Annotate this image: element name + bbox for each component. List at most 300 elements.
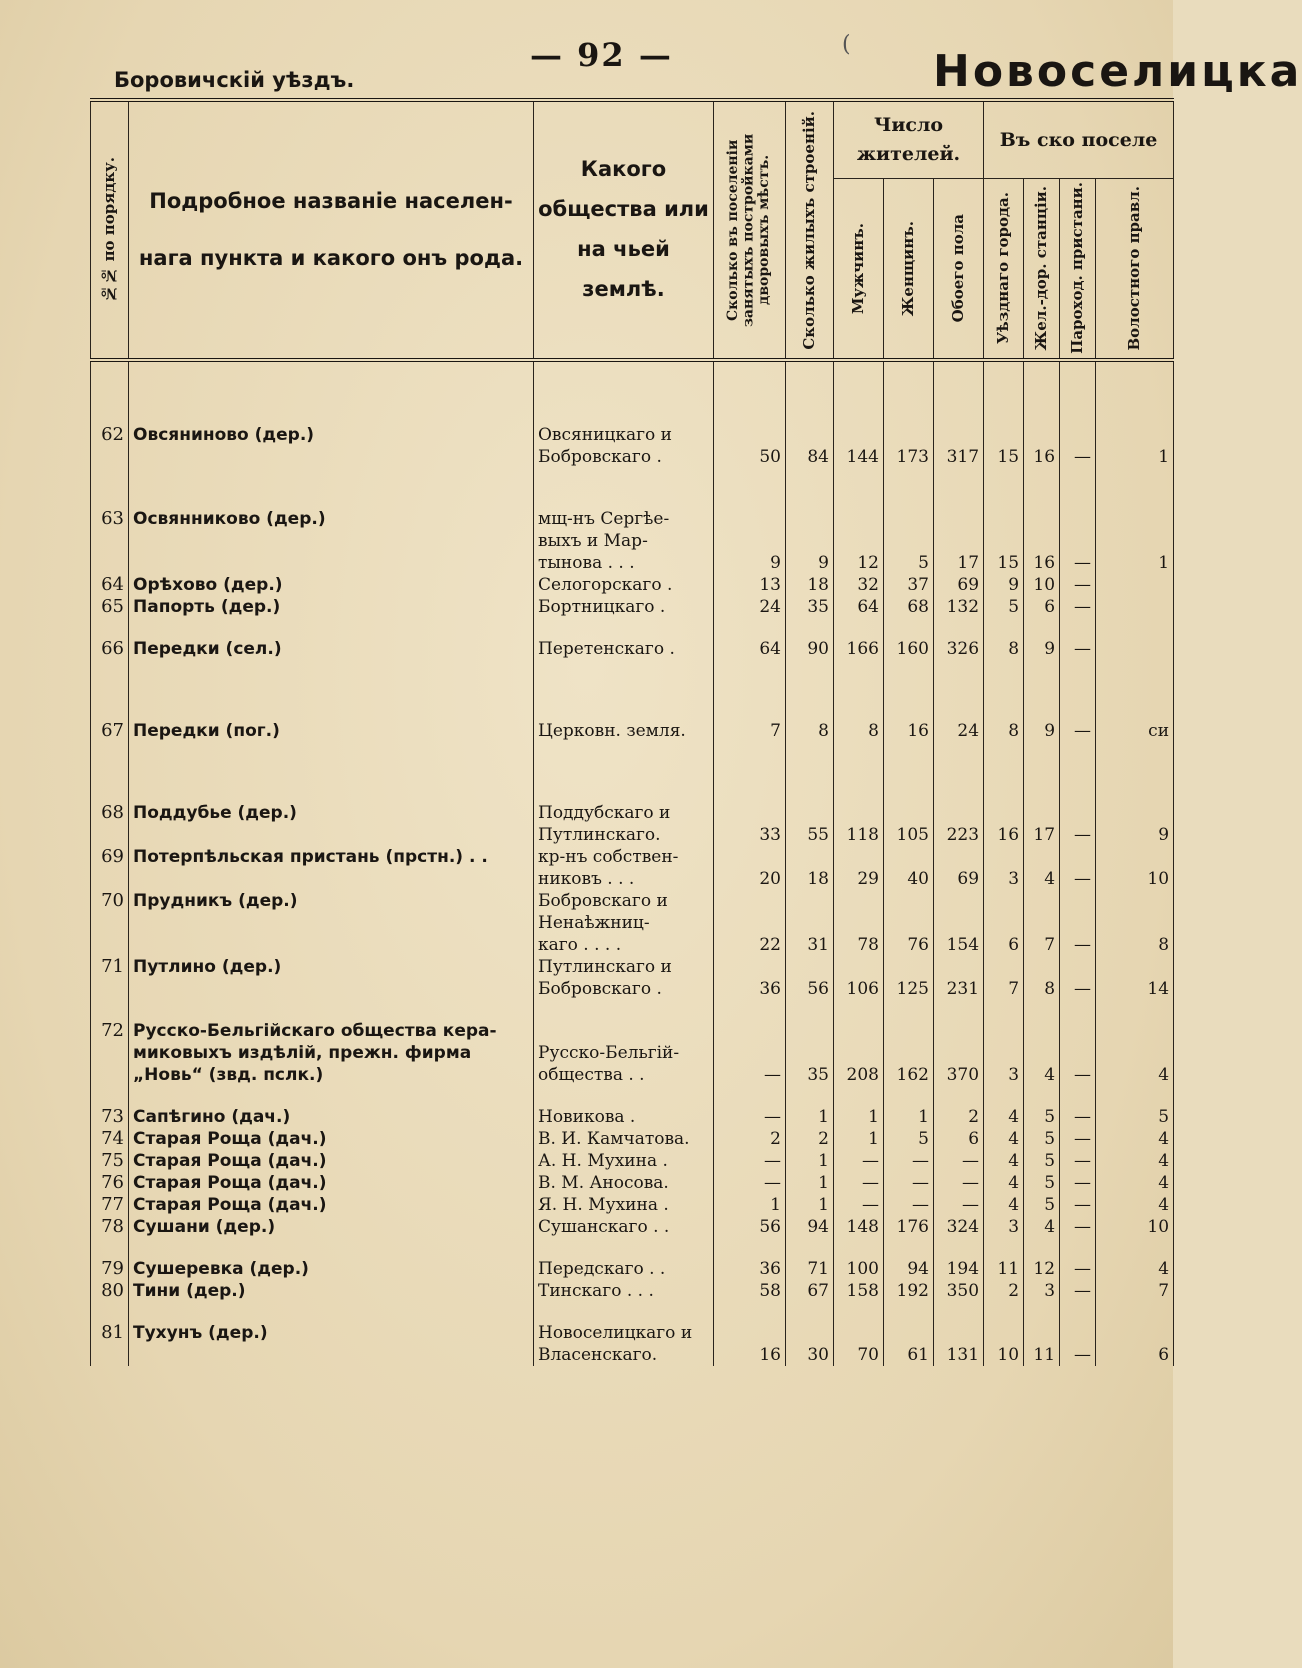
- row-number: [91, 446, 129, 468]
- pier-distance: —: [1060, 446, 1096, 468]
- spacer-row: [91, 680, 1174, 700]
- col-distance-group-header: Въ ско поселе: [984, 100, 1174, 178]
- households-value: [714, 846, 786, 868]
- extra-distance: 4: [1096, 1194, 1174, 1216]
- spacer-row: [91, 1086, 1174, 1106]
- pier-distance: —: [1060, 824, 1096, 846]
- city-distance: 5: [984, 596, 1024, 618]
- rail-distance: 16: [1024, 552, 1060, 574]
- spacer-row: [91, 700, 1174, 720]
- row-number: [91, 934, 129, 956]
- buildings-value: 71: [786, 1258, 834, 1280]
- pier-distance: —: [1060, 1280, 1096, 1302]
- col-num-header: №№ по порядку.: [91, 100, 129, 360]
- settlement-name: Освянниково (дер.): [129, 508, 534, 530]
- total-value: 350: [934, 1280, 984, 1302]
- table-row: [91, 530, 1174, 552]
- buildings-value: 67: [786, 1280, 834, 1302]
- table-row: [91, 720, 1174, 742]
- society-name: Тинскаго . . .: [534, 1280, 714, 1302]
- table-row: [91, 1280, 1174, 1302]
- buildings-value: 1: [786, 1106, 834, 1128]
- pier-distance: —: [1060, 1344, 1096, 1366]
- women-value: 125: [884, 978, 934, 1000]
- buildings-value: 2: [786, 1128, 834, 1150]
- buildings-value: [786, 530, 834, 552]
- households-value: 58: [714, 1280, 786, 1302]
- row-number: [91, 1042, 129, 1064]
- buildings-value: 56: [786, 978, 834, 1000]
- row-number: [91, 402, 129, 424]
- buildings-value: [786, 890, 834, 912]
- spacer-row: [91, 782, 1174, 802]
- women-value: [884, 1042, 934, 1064]
- men-value: [834, 846, 884, 868]
- spacer-row: [91, 382, 1174, 402]
- women-value: 105: [884, 824, 934, 846]
- men-value: 148: [834, 1216, 884, 1238]
- women-value: [884, 1020, 934, 1042]
- settlement-name: Потерпѣльская пристань (прстн.) . .: [129, 846, 534, 868]
- men-value: 106: [834, 978, 884, 1000]
- total-value: [934, 890, 984, 912]
- buildings-value: [786, 1020, 834, 1042]
- society-name: Новоселицкаго и: [534, 1322, 714, 1344]
- total-value: 6: [934, 1128, 984, 1150]
- spacer-row: [91, 1302, 1174, 1322]
- pier-distance: [1060, 1042, 1096, 1064]
- extra-distance: [1096, 508, 1174, 530]
- pier-distance: [1060, 846, 1096, 868]
- men-value: [834, 1322, 884, 1344]
- households-value: —: [714, 1106, 786, 1128]
- table-row: [91, 446, 1174, 468]
- row-number: [91, 1344, 129, 1366]
- city-distance: 4: [984, 1194, 1024, 1216]
- settlement-name: [129, 868, 534, 890]
- pier-distance: —: [1060, 978, 1096, 1000]
- society-name: выхъ и Мар-: [534, 530, 714, 552]
- city-distance: 3: [984, 1064, 1024, 1086]
- rail-distance: 3: [1024, 1280, 1060, 1302]
- buildings-value: [786, 802, 834, 824]
- rail-distance: 11: [1024, 1344, 1060, 1366]
- men-value: 12: [834, 552, 884, 574]
- extra-distance: [1096, 638, 1174, 660]
- households-value: [714, 508, 786, 530]
- row-number: [91, 912, 129, 934]
- men-value: 144: [834, 446, 884, 468]
- rail-distance: 5: [1024, 1172, 1060, 1194]
- women-value: —: [884, 1150, 934, 1172]
- table-row: [91, 574, 1174, 596]
- row-number: 76: [91, 1172, 129, 1194]
- table-row: [91, 552, 1174, 574]
- society-name: Я. Н. Мухина .: [534, 1194, 714, 1216]
- extra-distance: си: [1096, 720, 1174, 742]
- rail-distance: [1024, 1322, 1060, 1344]
- rail-distance: 9: [1024, 638, 1060, 660]
- settlement-name: [129, 824, 534, 846]
- row-number: [91, 978, 129, 1000]
- extra-distance: [1096, 596, 1174, 618]
- society-name: Русско-Бельгій-: [534, 1042, 714, 1064]
- extra-distance: 10: [1096, 868, 1174, 890]
- total-value: [934, 802, 984, 824]
- settlement-name: [129, 446, 534, 468]
- society-name: Церковн. земля.: [534, 720, 714, 742]
- men-value: —: [834, 1172, 884, 1194]
- total-value: [934, 530, 984, 552]
- women-value: 94: [884, 1258, 934, 1280]
- table-row: [91, 508, 1174, 530]
- row-number: 65: [91, 596, 129, 618]
- extra-distance: 10: [1096, 1216, 1174, 1238]
- settlement-name: Тухунъ (дер.): [129, 1322, 534, 1344]
- table-row: [91, 956, 1174, 978]
- women-value: [884, 956, 934, 978]
- table-row: [91, 846, 1174, 868]
- row-number: 69: [91, 846, 129, 868]
- col-name-header: Подробное названіе населен- нага пункта и какого онъ рода.: [129, 100, 534, 360]
- rail-distance: 5: [1024, 1150, 1060, 1172]
- pier-distance: —: [1060, 1216, 1096, 1238]
- city-distance: 4: [984, 1172, 1024, 1194]
- buildings-value: [786, 912, 834, 934]
- society-name: Бобровскаго и: [534, 890, 714, 912]
- women-value: 5: [884, 552, 934, 574]
- society-name: Перетенскаго .: [534, 638, 714, 660]
- total-value: [934, 402, 984, 424]
- extra-distance: [1096, 1042, 1174, 1064]
- women-value: —: [884, 1194, 934, 1216]
- city-distance: [984, 956, 1024, 978]
- women-value: [884, 530, 934, 552]
- women-value: [884, 846, 934, 868]
- total-value: 2: [934, 1106, 984, 1128]
- women-value: 5: [884, 1128, 934, 1150]
- city-distance: 15: [984, 552, 1024, 574]
- city-distance: [984, 402, 1024, 424]
- buildings-value: 90: [786, 638, 834, 660]
- district-title: Боровичскій уѣздъ.: [114, 68, 355, 92]
- city-distance: [984, 802, 1024, 824]
- pier-distance: —: [1060, 868, 1096, 890]
- rail-distance: [1024, 912, 1060, 934]
- extra-distance: [1096, 402, 1174, 424]
- pier-distance: [1060, 912, 1096, 934]
- extra-distance: [1096, 956, 1174, 978]
- settlement-name: Сапѣгино (дач.): [129, 1106, 534, 1128]
- men-value: [834, 802, 884, 824]
- settlement-name: [129, 402, 534, 424]
- society-name: В. М. Аносова.: [534, 1172, 714, 1194]
- settlement-name: Прудникъ (дер.): [129, 890, 534, 912]
- women-value: 173: [884, 446, 934, 468]
- society-name: Сушанскаго . .: [534, 1216, 714, 1238]
- table-row: [91, 978, 1174, 1000]
- women-value: 61: [884, 1344, 934, 1366]
- extra-distance: 9: [1096, 824, 1174, 846]
- society-name: тынова . . .: [534, 552, 714, 574]
- households-value: —: [714, 1150, 786, 1172]
- buildings-value: 84: [786, 446, 834, 468]
- households-value: 13: [714, 574, 786, 596]
- men-value: [834, 912, 884, 934]
- pier-distance: —: [1060, 1106, 1096, 1128]
- city-distance: 4: [984, 1128, 1024, 1150]
- col-residents-group-header: Число жителей.: [834, 100, 984, 178]
- table-row: [91, 1216, 1174, 1238]
- city-distance: [984, 424, 1024, 446]
- households-value: [714, 1322, 786, 1344]
- total-value: —: [934, 1194, 984, 1216]
- settlement-name: Поддубье (дер.): [129, 802, 534, 824]
- pier-distance: —: [1060, 934, 1096, 956]
- total-value: 194: [934, 1258, 984, 1280]
- rail-distance: [1024, 890, 1060, 912]
- row-number: 64: [91, 574, 129, 596]
- pier-distance: —: [1060, 1064, 1096, 1086]
- row-number: [91, 1064, 129, 1086]
- table-row: [91, 890, 1174, 912]
- men-value: 208: [834, 1064, 884, 1086]
- total-value: 317: [934, 446, 984, 468]
- women-value: 176: [884, 1216, 934, 1238]
- extra-distance: [1096, 530, 1174, 552]
- households-value: 36: [714, 978, 786, 1000]
- men-value: 158: [834, 1280, 884, 1302]
- rail-distance: [1024, 956, 1060, 978]
- households-value: [714, 890, 786, 912]
- col-men-header: Мужчинъ.: [834, 178, 884, 360]
- settlement-name: Старая Роща (дач.): [129, 1128, 534, 1150]
- settlement-name: Старая Роща (дач.): [129, 1172, 534, 1194]
- total-value: 231: [934, 978, 984, 1000]
- men-value: 8: [834, 720, 884, 742]
- men-value: 118: [834, 824, 884, 846]
- settlement-name: [129, 934, 534, 956]
- men-value: 166: [834, 638, 884, 660]
- row-number: 70: [91, 890, 129, 912]
- table-row: [91, 1150, 1174, 1172]
- pier-distance: —: [1060, 1150, 1096, 1172]
- table-row: [91, 1128, 1174, 1150]
- spacer-row: [91, 1238, 1174, 1258]
- pier-distance: —: [1060, 1172, 1096, 1194]
- page-number: — 92 —: [530, 36, 673, 74]
- city-distance: 2: [984, 1280, 1024, 1302]
- households-value: 16: [714, 1344, 786, 1366]
- men-value: [834, 1042, 884, 1064]
- row-number: 68: [91, 802, 129, 824]
- extra-distance: [1096, 846, 1174, 868]
- extra-distance: 4: [1096, 1064, 1174, 1086]
- row-number: 79: [91, 1258, 129, 1280]
- spacer-row: [91, 762, 1174, 782]
- households-value: [714, 1042, 786, 1064]
- buildings-value: 35: [786, 1064, 834, 1086]
- table-body: [91, 360, 1174, 1366]
- extra-distance: 6: [1096, 1344, 1174, 1366]
- col-society-header: Какого общества или на чьей землѣ.: [534, 100, 714, 360]
- society-name: общества . .: [534, 1064, 714, 1086]
- city-distance: [984, 890, 1024, 912]
- total-value: [934, 846, 984, 868]
- households-value: [714, 802, 786, 824]
- col-households-header: Сколько въ поселеніи занятыхъ постройками дворовыхъ мѣстъ.: [714, 100, 786, 360]
- women-value: 37: [884, 574, 934, 596]
- table-row: [91, 802, 1174, 824]
- pier-distance: —: [1060, 1128, 1096, 1150]
- households-value: 2: [714, 1128, 786, 1150]
- households-value: 1: [714, 1194, 786, 1216]
- society-name: Путлинскаго.: [534, 824, 714, 846]
- pier-distance: [1060, 508, 1096, 530]
- society-name: Бобровскаго .: [534, 978, 714, 1000]
- extra-distance: 1: [1096, 446, 1174, 468]
- women-value: [884, 402, 934, 424]
- society-name: Бобровскаго .: [534, 446, 714, 468]
- society-name: каго . . . .: [534, 934, 714, 956]
- pier-distance: [1060, 802, 1096, 824]
- city-distance: 8: [984, 720, 1024, 742]
- buildings-value: 1: [786, 1172, 834, 1194]
- women-value: 40: [884, 868, 934, 890]
- col-pier-header: Пароход. пристани.: [1060, 178, 1096, 360]
- table-row: [91, 868, 1174, 890]
- buildings-value: [786, 402, 834, 424]
- total-value: [934, 508, 984, 530]
- row-number: 67: [91, 720, 129, 742]
- city-distance: [984, 530, 1024, 552]
- rail-distance: 5: [1024, 1106, 1060, 1128]
- spacer-row: [91, 660, 1174, 680]
- city-distance: 11: [984, 1258, 1024, 1280]
- households-value: [714, 956, 786, 978]
- city-distance: 3: [984, 868, 1024, 890]
- table-row: [91, 1020, 1174, 1042]
- households-value: 9: [714, 552, 786, 574]
- buildings-value: 1: [786, 1194, 834, 1216]
- pier-distance: [1060, 530, 1096, 552]
- rail-distance: [1024, 802, 1060, 824]
- extra-distance: 14: [1096, 978, 1174, 1000]
- pier-distance: —: [1060, 596, 1096, 618]
- settlement-name: Старая Роща (дач.): [129, 1194, 534, 1216]
- rail-distance: [1024, 424, 1060, 446]
- extra-distance: [1096, 890, 1174, 912]
- total-value: 132: [934, 596, 984, 618]
- buildings-value: [786, 508, 834, 530]
- women-value: [884, 802, 934, 824]
- total-value: —: [934, 1150, 984, 1172]
- settlement-name: [129, 530, 534, 552]
- total-value: 370: [934, 1064, 984, 1086]
- spacer-row: [91, 1000, 1174, 1020]
- row-number: 73: [91, 1106, 129, 1128]
- men-value: [834, 424, 884, 446]
- men-value: 1: [834, 1106, 884, 1128]
- rail-distance: 5: [1024, 1128, 1060, 1150]
- society-name: Ненаѣжниц-: [534, 912, 714, 934]
- total-value: —: [934, 1172, 984, 1194]
- total-value: [934, 912, 984, 934]
- men-value: 100: [834, 1258, 884, 1280]
- society-name: Власенскаго.: [534, 1344, 714, 1366]
- city-distance: [984, 846, 1024, 868]
- extra-distance: [1096, 424, 1174, 446]
- men-value: 78: [834, 934, 884, 956]
- settlement-name: Тини (дер.): [129, 1280, 534, 1302]
- settlement-name: „Новь“ (звд. пслк.): [129, 1064, 534, 1086]
- settlement-name: Передки (сел.): [129, 638, 534, 660]
- table-row: [91, 934, 1174, 956]
- settlement-name: Овсяниново (дер.): [129, 424, 534, 446]
- table-row: [91, 424, 1174, 446]
- rail-distance: 8: [1024, 978, 1060, 1000]
- total-value: [934, 424, 984, 446]
- buildings-value: 94: [786, 1216, 834, 1238]
- buildings-value: [786, 1322, 834, 1344]
- society-name: Новикова .: [534, 1106, 714, 1128]
- rail-distance: 5: [1024, 1194, 1060, 1216]
- extra-distance: 4: [1096, 1258, 1174, 1280]
- total-value: [934, 1020, 984, 1042]
- city-distance: 4: [984, 1150, 1024, 1172]
- col-rail-header: Жел.-дор. станціи.: [1024, 178, 1060, 360]
- city-distance: 15: [984, 446, 1024, 468]
- women-value: [884, 912, 934, 934]
- men-value: [834, 530, 884, 552]
- pier-distance: [1060, 956, 1096, 978]
- society-name: мщ-нъ Сергѣе-: [534, 508, 714, 530]
- table-row: [91, 1322, 1174, 1344]
- rail-distance: 9: [1024, 720, 1060, 742]
- extra-distance: [1096, 912, 1174, 934]
- society-name: Селогорскаго .: [534, 574, 714, 596]
- men-value: 70: [834, 1344, 884, 1366]
- total-value: 17: [934, 552, 984, 574]
- society-name: В. И. Камчатова.: [534, 1128, 714, 1150]
- extra-distance: 4: [1096, 1150, 1174, 1172]
- buildings-value: 1: [786, 1150, 834, 1172]
- row-number: 81: [91, 1322, 129, 1344]
- buildings-value: 30: [786, 1344, 834, 1366]
- society-name: Бортницкаго .: [534, 596, 714, 618]
- total-value: 324: [934, 1216, 984, 1238]
- rail-distance: [1024, 846, 1060, 868]
- row-number: 62: [91, 424, 129, 446]
- buildings-value: 18: [786, 868, 834, 890]
- extra-distance: 8: [1096, 934, 1174, 956]
- rail-distance: 16: [1024, 446, 1060, 468]
- households-value: 22: [714, 934, 786, 956]
- total-value: 223: [934, 824, 984, 846]
- men-value: —: [834, 1194, 884, 1216]
- households-value: [714, 424, 786, 446]
- table-row: [91, 638, 1174, 660]
- pier-distance: [1060, 424, 1096, 446]
- women-value: 16: [884, 720, 934, 742]
- households-value: [714, 402, 786, 424]
- settlement-name: [129, 912, 534, 934]
- settlement-name: [129, 978, 534, 1000]
- settlement-name: миковыхъ издѣлій, прежн. фирма: [129, 1042, 534, 1064]
- pier-distance: [1060, 1020, 1096, 1042]
- settlement-name: Путлино (дер.): [129, 956, 534, 978]
- table-row: [91, 1344, 1174, 1366]
